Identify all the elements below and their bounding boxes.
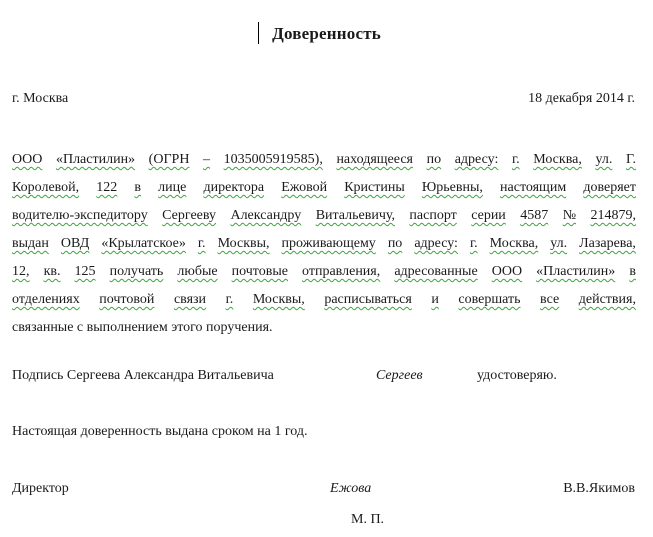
body-word: г.	[197, 236, 206, 251]
body-word: лице	[158, 180, 187, 195]
body-word: Москвы,	[252, 292, 305, 307]
body-word: находящееся	[336, 152, 413, 167]
director-label: Директор	[12, 481, 69, 496]
body-word: по	[387, 236, 403, 251]
body-word: почтовые	[231, 264, 288, 279]
body-line: связанные с выполнением этого поручения.	[12, 320, 273, 335]
body-word: 122	[96, 180, 118, 195]
body-word: почтовой	[99, 292, 155, 307]
body-word: по	[426, 152, 442, 167]
document-date: 18 декабря 2014 г.	[528, 91, 635, 106]
body-word: отправления,	[302, 264, 381, 279]
body-word: Александру	[230, 208, 302, 223]
body-word: адресу:	[414, 236, 458, 251]
director-signature: Ежова	[330, 481, 372, 496]
stamp-place: М. П.	[351, 512, 385, 527]
body-word: ул.	[550, 236, 568, 251]
body-word: Москвы,	[217, 236, 270, 251]
body-word: 12,	[12, 264, 30, 279]
handwritten-signature: Сергеев	[376, 368, 423, 383]
body-word: Москва,	[533, 152, 582, 167]
validity-statement: Настоящая доверенность выдана сроком на 1 год.	[12, 424, 308, 439]
body-line	[12, 286, 636, 314]
body-word: –	[203, 152, 211, 167]
body-word: Г.	[625, 152, 636, 167]
body-word: адресованные	[394, 264, 478, 279]
body-word: получать	[109, 264, 164, 279]
body-word: выдан	[12, 236, 49, 251]
body-word: 4587	[520, 208, 549, 223]
body-word: совершать	[458, 292, 521, 307]
body-word: Сергееву	[162, 208, 217, 223]
body-word: Витальевичу,	[315, 208, 395, 223]
body-word: «Крылатское»	[101, 236, 186, 251]
body-word: водителю-экспедитору	[12, 208, 148, 223]
body-word: проживающему	[281, 236, 376, 251]
body-word: г.	[511, 152, 520, 167]
body-word: (ОГРН	[148, 152, 190, 167]
body-word: 1035005919585),	[223, 152, 323, 167]
document-body	[12, 146, 636, 342]
body-word: Ежовой	[281, 180, 328, 195]
signature-confirm-text: удостоверяю.	[477, 368, 557, 383]
body-line	[12, 202, 636, 230]
document-city: г. Москва	[12, 91, 69, 106]
body-word: все	[540, 292, 560, 307]
body-word: г.	[469, 236, 478, 251]
body-word: доверяет	[583, 180, 636, 195]
body-word: действия,	[578, 292, 636, 307]
body-word: серии	[471, 208, 506, 223]
body-word: Юрьевны,	[421, 180, 483, 195]
body-word: адресу:	[454, 152, 499, 167]
body-word: «Пластилин»	[536, 264, 616, 279]
body-word: Кристины	[344, 180, 405, 195]
body-word: №	[562, 208, 577, 223]
signature-label: Подпись Сергеева Александра Витальевича	[12, 368, 274, 383]
body-word: ОВД	[60, 236, 90, 251]
body-word: ООО	[12, 152, 43, 167]
body-word: г.	[225, 292, 234, 307]
body-line	[12, 174, 636, 202]
body-word: расписываться	[324, 292, 412, 307]
body-line	[12, 146, 636, 174]
body-word: Москва,	[489, 236, 539, 251]
document-title: Доверенность	[272, 24, 381, 43]
body-word: Лазарева,	[579, 236, 636, 251]
body-word: отделениях	[12, 292, 80, 307]
body-word: паспорт	[409, 208, 457, 223]
body-word: ООО	[491, 264, 523, 279]
body-line	[12, 258, 636, 286]
body-word: настоящим	[500, 180, 567, 195]
body-word: в	[629, 264, 636, 279]
body-word: в	[134, 180, 142, 195]
body-line	[12, 230, 636, 258]
body-word: связи	[173, 292, 207, 307]
director-name: В.В.Якимов	[563, 481, 635, 496]
body-word: 125	[74, 264, 96, 279]
body-word: и	[431, 292, 439, 307]
body-word: Королевой,	[12, 180, 80, 195]
body-word: «Пластилин»	[55, 152, 136, 167]
body-word: любые	[177, 264, 218, 279]
body-word: директора	[203, 180, 265, 195]
body-word: ул.	[595, 152, 613, 167]
body-word: 214879,	[590, 208, 636, 223]
body-word: кв.	[43, 264, 61, 279]
